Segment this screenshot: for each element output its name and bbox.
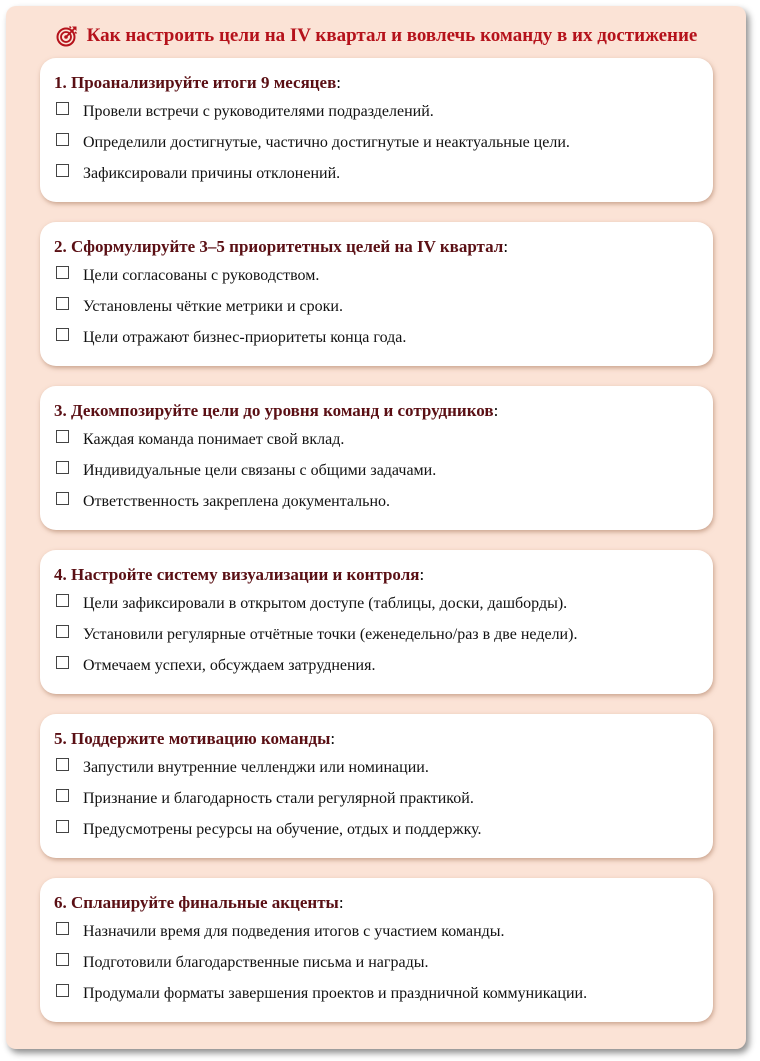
section-title [54,562,699,588]
checklist-section-3 [40,386,713,530]
checklist-item-text: Запустили внутренние челленджи или номинации. [83,758,429,776]
target-arrow-icon [55,24,79,48]
checklist-item [54,650,699,681]
section-list [40,58,713,1042]
checklist-section-6 [40,878,713,1022]
section-title [54,890,699,916]
checkbox[interactable] [56,820,69,833]
checklist-item-text: Цели согласованы с руководством. [83,266,320,284]
checklist-item-text: Каждая команда понимает свой вклад. [83,430,345,448]
section-heading: Декомпозируйте цели до уровня команд и сотрудников [71,401,494,420]
checklist-item-text: Установили регулярные отчётные точки (еженедельно/раз в две недели). [83,625,578,643]
checklist-item [54,588,699,619]
section-number: 2. [54,237,71,256]
checklist-item [54,814,699,845]
checklist-section-1 [40,58,713,202]
checklist-items [54,916,699,1009]
checklist-item-text: Признание и благодарность стали регулярной практикой. [83,789,474,807]
checklist-item [54,752,699,783]
section-title [54,726,699,752]
section-heading: Спланируйте финальные акценты [71,893,339,912]
header [6,18,746,54]
section-title [54,234,699,260]
section-heading: Настройте систему визуализации и контроля [71,565,420,584]
section-number: 4. [54,565,71,584]
checklist-item-text: Индивидуальные цели связаны с общими задачами. [83,461,437,479]
section-heading: Сформулируйте 3–5 приоритетных целей на IV квартал [71,237,504,256]
checklist-item-text: Цели зафиксировали в открытом доступе (таблицы, доски, дашборды). [83,594,568,612]
section-number: 6. [54,893,71,912]
checklist-items [54,96,699,189]
checklist-item [54,260,699,291]
section-number: 3. [54,401,71,420]
checklist-item [54,455,699,486]
section-title [54,398,699,424]
checklist-items [54,752,699,845]
checkbox[interactable] [56,758,69,771]
section-heading: Поддержите мотивацию команды [71,729,331,748]
checklist-item [54,158,699,189]
page-title: Как настроить цели на IV квартал и вовлечь команду в их достижение [86,25,698,46]
checklist-items [54,588,699,681]
checkbox[interactable] [56,102,69,115]
checklist-item [54,947,699,978]
checklist-item-text: Зафиксировали причины отклонений. [83,164,341,182]
checkbox[interactable] [56,461,69,474]
checklist-section-5 [40,714,713,858]
checkbox[interactable] [56,984,69,997]
checkbox[interactable] [56,953,69,966]
checklist-item-text: Цели отражают бизнес-приоритеты конца года. [83,328,407,346]
checklist-item [54,916,699,947]
checklist-item-text: Провели встречи с руководителями подразделений. [83,102,434,120]
checklist-item-text: Определили достигнутые, частично достигнутые и неактуальные цели. [83,133,570,151]
checklist-item-text: Продумали форматы завершения проектов и праздничной коммуникации. [83,984,588,1002]
checkbox[interactable] [56,164,69,177]
section-suffix: : [336,73,342,92]
section-suffix: : [419,565,425,584]
checkbox[interactable] [56,328,69,341]
checklist-item [54,486,699,517]
section-number: 1. [54,73,71,92]
checklist-items [54,260,699,353]
checkbox[interactable] [56,789,69,802]
checkbox[interactable] [56,625,69,638]
checklist-items [54,424,699,517]
checkbox[interactable] [56,492,69,505]
checklist-section-4 [40,550,713,694]
section-suffix: : [503,237,509,256]
checklist-item [54,424,699,455]
checklist-item [54,291,699,322]
checklist-sheet [6,6,746,1049]
checklist-item-text: Отмечаем успехи, обсуждаем затруднения. [83,656,376,674]
section-heading: Проанализируйте итоги 9 месяцев [71,73,337,92]
checkbox[interactable] [56,266,69,279]
checkbox[interactable] [56,133,69,146]
checklist-item [54,978,699,1009]
checklist-item [54,127,699,158]
checklist-item [54,96,699,127]
section-suffix: : [493,401,499,420]
checklist-item [54,783,699,814]
checkbox[interactable] [56,594,69,607]
section-suffix: : [338,893,344,912]
checklist-item-text: Установлены чёткие метрики и сроки. [83,297,343,315]
checklist-item-text: Ответственность закреплена документально. [83,492,391,510]
checkbox[interactable] [56,297,69,310]
checkbox[interactable] [56,656,69,669]
checklist-section-2 [40,222,713,366]
checklist-item [54,322,699,353]
checkbox[interactable] [56,430,69,443]
section-number: 5. [54,729,71,748]
checkbox[interactable] [56,922,69,935]
section-suffix: : [330,729,336,748]
checklist-item-text: Назначили время для подведения итогов с участием команды. [83,922,505,940]
section-title [54,70,699,96]
checklist-item [54,619,699,650]
checklist-item-text: Предусмотрены ресурсы на обучение, отдых и поддержку. [83,820,482,838]
checklist-item-text: Подготовили благодарственные письма и награды. [83,953,429,971]
